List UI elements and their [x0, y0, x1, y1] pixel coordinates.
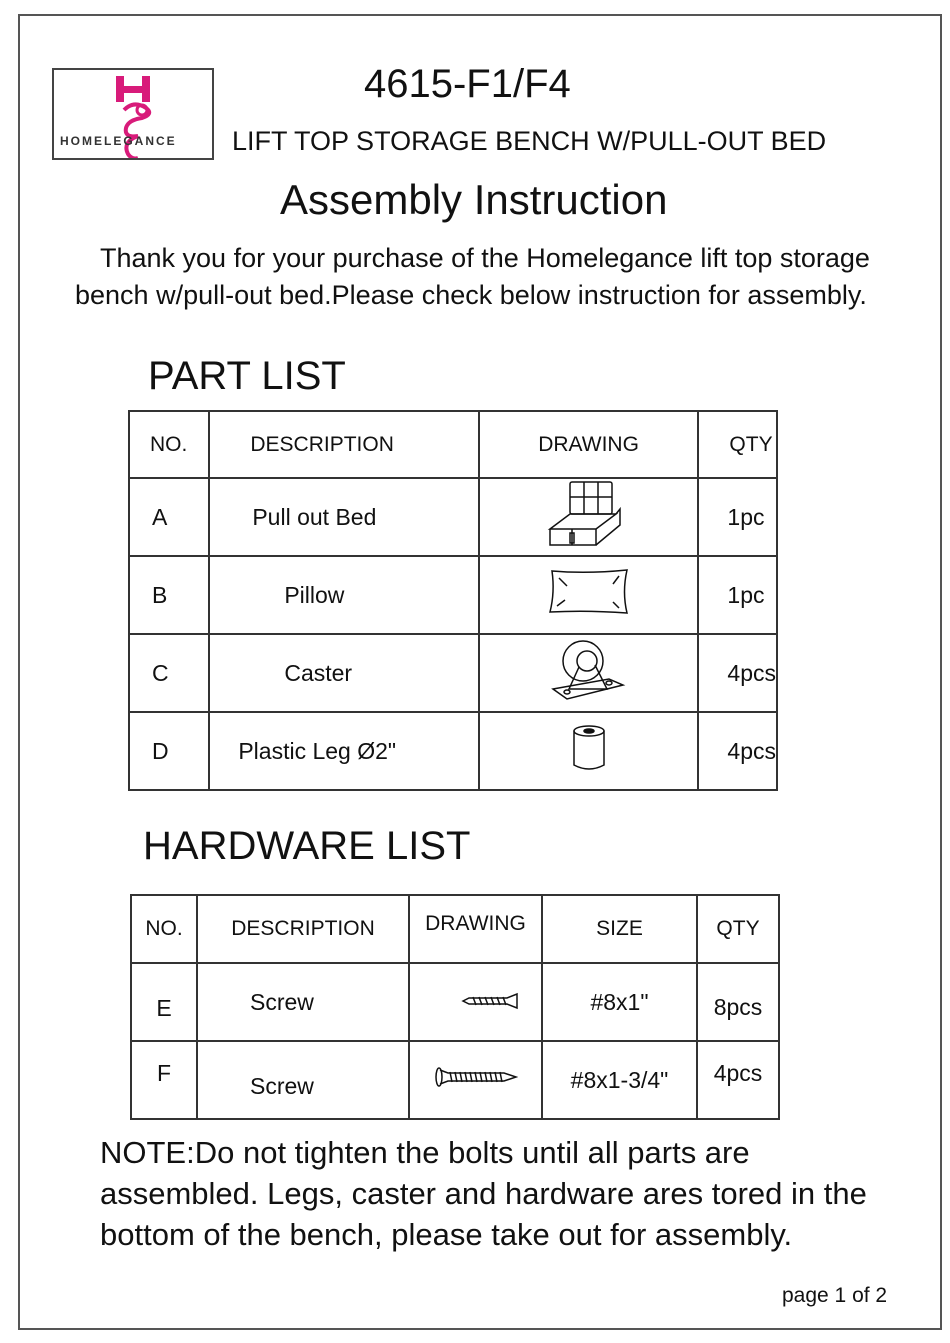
model-number: 4615-F1/F4: [364, 62, 571, 106]
part-no: C: [129, 634, 209, 712]
hardware-no: F: [131, 1041, 197, 1119]
part-list-heading: PART LIST: [148, 354, 346, 398]
table-row: [129, 478, 777, 556]
hardware-description: Screw: [197, 963, 409, 1041]
product-subtitle: LIFT TOP STORAGE BENCH W/PULL-OUT BED: [232, 126, 827, 156]
logo-text: HOMELEGANCE: [60, 134, 177, 148]
column-header: NO.: [131, 895, 197, 963]
table-row: [129, 712, 777, 790]
part-no: D: [129, 712, 209, 790]
column-header: QTY: [698, 411, 777, 478]
hardware-qty: 4pcs: [697, 1041, 779, 1119]
column-header: QTY: [697, 895, 779, 963]
hardware-description: Screw: [197, 1041, 409, 1119]
intro-paragraph: Thank you for your purchase of the Homelegance lift top storage bench w/pull-out bed.Please check below instruction for assembly.: [75, 243, 870, 310]
part-qty: 1pc: [698, 556, 777, 634]
table-row: [131, 963, 779, 1041]
table-header-row: [131, 895, 779, 963]
long-screw-drawing: [409, 1041, 542, 1119]
part-list-table: [128, 410, 778, 791]
hardware-qty: 8pcs: [697, 963, 779, 1041]
table-row: [131, 1041, 779, 1119]
hardware-list-heading: HARDWARE LIST: [143, 824, 471, 868]
pull-out-bed-drawing: [479, 478, 699, 556]
page-title: Assembly Instruction: [280, 176, 668, 223]
short-screw-icon: [461, 992, 521, 1010]
part-no: B: [129, 556, 209, 634]
hardware-list-table: [130, 894, 780, 1120]
column-header: DRAWING: [479, 411, 699, 478]
hardware-size: #8x1-3/4": [542, 1041, 697, 1119]
part-no: A: [129, 478, 209, 556]
table-row: [129, 634, 777, 712]
part-qty: 4pcs: [698, 634, 777, 712]
column-header: DESCRIPTION: [197, 895, 409, 963]
page-indicator: page 1 of 2: [782, 1284, 888, 1307]
part-qty: 1pc: [698, 478, 777, 556]
part-description: Plastic Leg Ø2": [209, 712, 478, 790]
part-qty: 4pcs: [698, 712, 777, 790]
plastic-leg-icon: [569, 723, 609, 773]
column-header: SIZE: [542, 895, 697, 963]
pillow-icon: [547, 568, 631, 616]
homelegance-logo: [52, 68, 214, 160]
hardware-no: E: [131, 963, 197, 1041]
hardware-size: #8x1": [542, 963, 697, 1041]
column-header: DRAWING: [409, 895, 542, 963]
assembly-note: NOTE:Do not tighten the bolts until all parts are assembled. Legs, caster and hardware ares tored in the bottom of the bench, please take out for assembly.: [100, 1135, 867, 1252]
part-description: Caster: [209, 634, 478, 712]
table-header-row: [129, 411, 777, 478]
caster-icon: [549, 637, 629, 703]
pull-out-bed-icon: [544, 479, 634, 549]
column-header: DESCRIPTION: [209, 411, 478, 478]
caster-drawing: [479, 634, 699, 712]
column-header: NO.: [129, 411, 209, 478]
pillow-drawing: [479, 556, 699, 634]
table-row: [129, 556, 777, 634]
short-screw-drawing: [409, 963, 542, 1041]
plastic-leg-drawing: [479, 712, 699, 790]
long-screw-icon: [434, 1066, 518, 1088]
part-description: Pull out Bed: [209, 478, 478, 556]
part-description: Pillow: [209, 556, 478, 634]
